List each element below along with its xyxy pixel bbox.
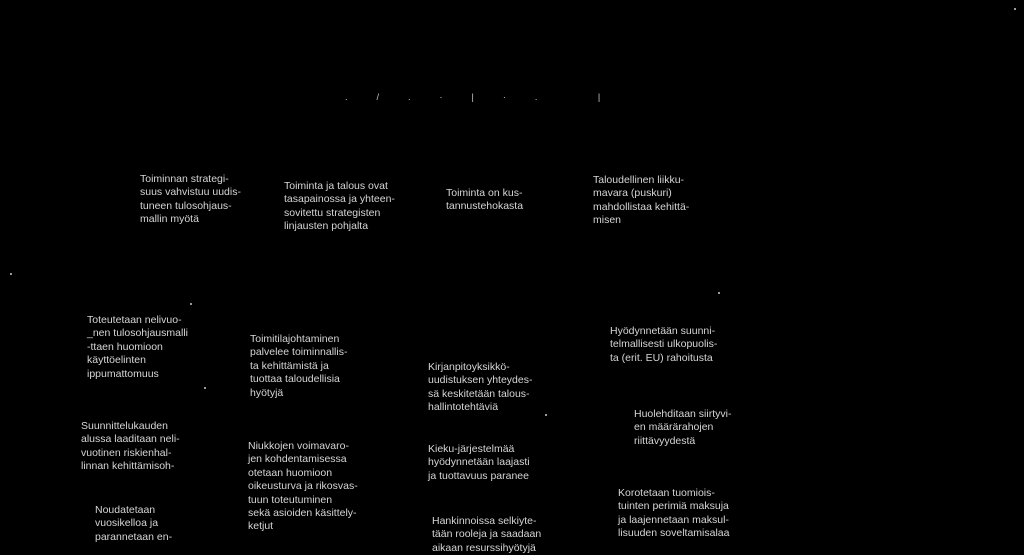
measure-external-funding: Hyödynnetään suunni- telmallisesti ulkopuolis- ta (erit. EU) rahoitusta: [610, 325, 718, 364]
measure-court-fees: Korotetaan tuomiois- tuinten perimiä maksuja ja laajennetaan maksul- lisuuden soveltamisalaa: [618, 487, 730, 540]
scan-speck: [204, 387, 206, 389]
measure-annual-calendar: Noudatetaan vuosikelloa ja parannetaan en-: [95, 504, 173, 543]
measure-premises-management: Toimitilajohtaminen palvelee toiminnallis- ta kehittämistä ja tuottaa taloudellisia hyötyjä: [250, 333, 348, 399]
measure-transferable-appropriations: Huolehditaan siirtyvi- en määrärahojen riittävyydestä: [634, 408, 732, 447]
scan-speck: [718, 292, 720, 294]
goal-cost-efficiency: Toiminta on kus- tannustehokasta: [446, 187, 524, 213]
measure-procurement: Hankinnoissa selkiyte- tään rooleja ja saadaan aikaan resurssihyötyjä: [432, 515, 542, 554]
measure-accounting-reform: Kirjanpitoyksikkö- uudistuksen yhteydes- sä keskitetään talous- hallintotehtäviä: [428, 361, 533, 414]
goal-balance: Toiminta ja talous ovat tasapainossa ja yhteen- sovitettu strategisten linjausten pohjalta: [284, 180, 395, 233]
measure-risk-management: Suunnittelukauden alussa laaditaan neli- vuotinen riskienhal- linnan kehittämisoh-: [81, 420, 180, 473]
goal-financial-buffer: Taloudellinen liikku- mavara (puskuri) mahdollistaa kehittä- misen: [593, 174, 690, 227]
header-marks: . / . · | · . |: [345, 92, 609, 102]
goal-strategic: Toiminnan strategi- suus vahvistuu uudis- tuneen tulosohjaus- mallin myötä: [140, 173, 241, 226]
scan-speck: [10, 273, 12, 275]
measure-resource-allocation: Niukkojen voimavaro- jen kohdentamisessa otetaan huomioon oikeusturva ja rikosvas- tuun toteutuminen sekä asioiden käsittely- ketjut: [248, 440, 358, 533]
measure-kieku-system: Kieku-järjestelmää hyödynnetään laajasti ja tuottavuus paranee: [428, 443, 530, 482]
scan-speck: [190, 303, 192, 305]
scan-speck: [545, 414, 547, 416]
measure-performance-model: Toteutetaan nelivuo- _nen tulosohjausmalli -ttaen huomioon käyttöelinten ippumattomuus: [87, 314, 188, 380]
scan-speck: [1014, 8, 1016, 10]
